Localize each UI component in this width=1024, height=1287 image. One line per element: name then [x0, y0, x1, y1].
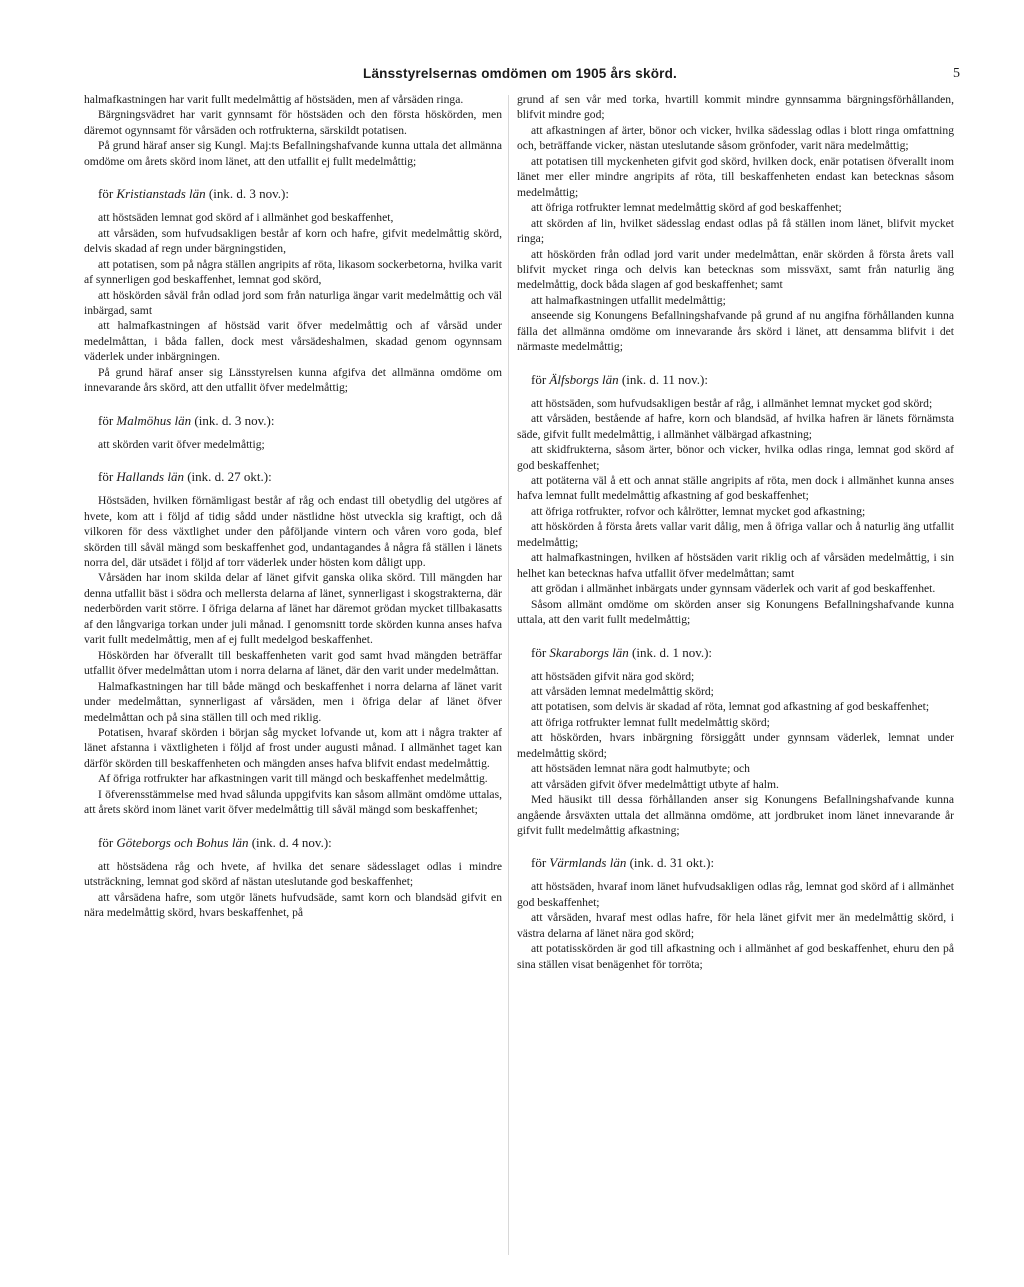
section-heading-kristianstad: för Kristianstads län (ink. d. 3 nov.):: [98, 186, 289, 202]
paragraph: att potatisen, som delvis är skadad af röta, lemnat god afkastning af god beskaffenhet;: [531, 700, 930, 714]
paragraph: Vårsäden har inom skilda delar af länet gifvit ganska olika skörd. Till mängden har denna utfallit bäst i södra och mellersta delarna af länet, synnerligast i skogstrakterna, där nederbörden varit större. I öfriga delarna af länet har däremot grödan mycket tillbakasatts af den långvariga torkan under juli månad. I genomsnitt torde skörden kunna anses hafva varit fullt medelmåttig, men af ej fullt medelgod beskaffenhet.: [84, 571, 502, 647]
paragraph: att höstsäden lemnat nära godt halmutbyte; och: [531, 762, 750, 776]
section-heading-malmohus: för Malmöhus län (ink. d. 3 nov.):: [98, 412, 275, 428]
paragraph: att skidfrukterna, såsom ärter, bönor och vicker, hvilka odlas ringa, lemnat god skörd af god beskaffenhet;: [517, 443, 954, 472]
left-column: [84, 92, 502, 920]
section-heading-varmlands: för Värmlands län (ink. d. 31 okt.):: [531, 855, 715, 871]
paragraph: I öfverensstämmelse med hvad sålunda uppgifvits kan såsom allmänt omdöme uttalas, att årets skörd inom länet varit öfver medelmåttig till såväl mängd som beskaffenhet;: [84, 787, 502, 817]
paragraph: att skörden af lin, hvilket sädesslag endast odlas på få ställen inom länet, blifvit mycket ringa;: [517, 216, 954, 246]
paragraph: Höstsäden, hvilken förnämligast består af råg och endast till obetydlig del utgöres af hvete, kom att i följd af tidig sådd under nästlidne höst utveckla sig kraftigt, och då vilkoren för dess växtlighet under den påföljande vintern och våren voro goda, blef skörden till såväl mängd som beskaffenhet god, undantagandes å några få ställen i länets norra del, där utsädet i följd af torr väderlek under hösten kom dåligt upp.: [84, 494, 502, 569]
section-heading-goteborgs: för Göteborgs och Bohus län (ink. d. 4 nov.):: [98, 834, 332, 850]
paragraph: att vårsäden, som hufvudsakligen består af korn och hafre, gifvit medelmåttig skörd, delvis skadad af regn under bärgningstiden,: [84, 226, 502, 256]
paragraph: att potatisen till myckenheten gifvit god skörd, hvilken dock, enär potatisen öfverallt inom länet mer eller mindre angripits af röta, till beskaffenheten endast kan betecknas såsom medelmåttig;: [517, 154, 954, 199]
paragraph: att höstsäden gifvit nära god skörd;: [531, 669, 695, 683]
paragraph: att vårsädena hafre, som utgör länets hufvudsäde, samt korn och blandsäd gifvit en nära medelmåttig skörd, hvars beskaffenhet, på: [84, 890, 502, 920]
paragraph: att öfriga rotfrukter lemnat medelmåttig skörd af god beskaffenhet;: [531, 201, 842, 215]
column-divider: [508, 95, 509, 1255]
paragraph: På grund häraf anser sig Länsstyrelsen kunna afgifva det allmänna omdöme om innevarande års skörd, att den utfallit öfver medelmåttig;: [84, 365, 502, 395]
paragraph: att höstsädena råg och hvete, af hvilka det senare sädesslaget odlas i mindre utsträckning, lemnat god skörd af nästan uteslutande god beskaffenhet;: [84, 859, 502, 889]
paragraph: att skörden varit öfver medelmåttig;: [98, 437, 265, 451]
paragraph: att halmafkastningen af höstsäd varit öfver medelmåttig och af vårsäd under medelmåttan, i båda fallen, dock mest vårsädeshalmen, skadad genom ogynnsam väderlek under inbärgningen.: [84, 319, 502, 364]
paragraph: att höskörden å första årets vallar varit dålig, men å öfriga vallar och å naturlig äng utfallit medelmåttig;: [517, 520, 954, 549]
section-heading-alfsborgs: för Älfsborgs län (ink. d. 11 nov.):: [531, 371, 708, 387]
paragraph: att potatisen, som på några ställen angripits af röta, likasom sockerbetorna, hvilka varit af synnerligen god beskaffenhet, lemnat god skörd,: [84, 257, 502, 287]
paragraph: att potäterna väl å ett och annat ställe angripits af röta, men dock i allmänhet kunna anses hafva lemnat fullt medelmåttig afkastning af god beskaffenhet;: [517, 473, 954, 503]
paragraph: att grödan i allmänhet inbärgats under gynnsam väderlek och varit af god beskaffenhet.: [531, 582, 936, 596]
right-column: [517, 92, 954, 972]
paragraph: att vårsäden, bestående af hafre, korn och blandsäd, af hvilka hafren är länets förnämsta säde, gifvit fullt medelmåttig, i allmänhet välbärgad afkastning;: [517, 412, 954, 441]
paragraph: Halmafkastningen har till både mängd och beskaffenhet i norra delarna af länet varit under medelmåttan, synnerligast af vårsäden, men i öfriga delar af länet öfver medelmåttan och på sina ställen till och med riklig.: [84, 679, 502, 724]
paragraph: att öfriga rotfrukter, rofvor och kålrötter, lemnat mycket god afkastning;: [531, 504, 866, 518]
paragraph: att vårsäden gifvit öfver medelmåttigt utbyte af halm.: [531, 777, 779, 791]
paragraph: att halmafkastningen utfallit medelmåttig;: [531, 293, 726, 307]
paragraph: att vårsäden, hvaraf mest odlas hafre, för hela länet gifvit mer än medelmåttig skörd, i västra delarna af länet nära god skörd;: [517, 911, 954, 940]
paragraph: Potatisen, hvaraf skörden i början såg mycket lofvande ut, kom att i några trakter af länet afstanna i växtligheten i följd af frost under augusti månad. I allmänhet taget kan därför skörden till beskaffenheten och mängden anses hafva blifvit endast medelmåttig.: [84, 725, 502, 770]
paragraph: På grund häraf anser sig Kungl. Maj:ts Befallningshafvande kunna uttala det allmänna omdöme om årets skörd inom länet, att den utfallit ej fullt medelmåttig;: [84, 139, 502, 168]
paragraph: anseende sig Konungens Befallningshafvande på grund af nu angifna förhållanden kunna fälla det allmänna omdöme om innevarande års skörd i länet, att densamma blifvit i det närmaste medelmåttig;: [517, 309, 954, 354]
paragraph: Af öfriga rotfrukter har afkastningen varit till mängd och beskaffenhet medelmåttig.: [98, 772, 488, 786]
paragraph: Bärgningsvädret har varit gynnsamt för höstsäden och den första höskörden, men däremot ogynnsamt för vårsäden och rotfrukterna, särskildt potatisen.: [84, 108, 502, 137]
paragraph: att potatisskörden är god till afkastning och i allmänhet af god beskaffenhet, ehuru den på sina ställen visat benägenhet för torröta;: [517, 942, 954, 971]
paragraph: att höstsäden, som hufvudsakligen består af råg, i allmänhet lemnat mycket god skörd;: [531, 396, 933, 410]
paragraph: halmafkastningen har varit fullt medelmåttig af höstsäden, men af vårsäden ringa.: [84, 93, 464, 106]
paragraph: att halmafkastningen, hvilken af höstsäden varit riklig och af vårsäden medelmåttig, i sin helhet kan betecknas hafva utfallit öfver medelmåttan; samt: [517, 551, 954, 580]
paragraph: att höskörden, hvars inbärgning försiggått under gynnsam väderlek, lemnat under medelmåttig skörd;: [517, 731, 954, 760]
paragraph: Såsom allmänt omdöme om skörden anser sig Konungens Befallningshafvande kunna uttala, att den varit fullt medelmåttig;: [517, 597, 954, 627]
page-header: [80, 66, 960, 88]
paragraph: grund af sen vår med torka, hvartill kommit mindre gynnsamma bärgningsförhållanden, blifvit mindre god;: [517, 93, 954, 122]
page-title: Länsstyrelsernas omdömen om 1905 års skörd.: [363, 66, 677, 81]
paragraph: att vårsäden lemnat medelmåttig skörd;: [531, 684, 714, 698]
paragraph: Med häusikt till dessa förhållanden anser sig Konungens Befallningshafvande kunna angående årsväxten uttala det allmänna omdöme, att jordbruket inom länet innevarande år gifvit fullt medelmåttig afkastning;: [517, 793, 954, 838]
paragraph: att höskörden såväl från odlad jord som från naturliga ängar varit medelmåttig och väl inbärgad, samt: [84, 288, 502, 317]
paragraph: Höskörden har öfverallt till beskaffenheten varit god samt hvad mängden beträffar utfallit öfver medelmåttan utom i norra delarna af länet, där den varit under medelmåttan.: [84, 648, 502, 678]
page-number: 5: [953, 66, 960, 81]
paragraph: att öfriga rotfrukter lemnat fullt medelmåttig skörd;: [531, 715, 770, 729]
section-heading-hallands: för Hallands län (ink. d. 27 okt.):: [98, 469, 272, 485]
paragraph: att afkastningen af ärter, bönor och vicker, hvilka sädesslag odlas i blott ringa omfattning och, beträffande vicker, nästan uteslutande såsom grönfoder, varit nära medelmåttig;: [517, 123, 954, 153]
paragraph: att höstsäden lemnat god skörd af i allmänhet god beskaffenhet,: [98, 211, 394, 225]
section-heading-skaraborgs: för Skaraborgs län (ink. d. 1 nov.):: [531, 644, 713, 660]
paragraph: att höskörden från odlad jord varit under medelmåttan, enär skörden å första årets vall blifvit mycket ringa och delvis kan betecknas som missväxt, samt från naturlig äng medelmåttig, dock båda slagen af god beskaffenhet; samt: [517, 247, 954, 292]
paragraph: att höstsäden, hvaraf inom länet hufvudsakligen odlas råg, lemnat god skörd af i allmänhet god beskaffenhet;: [517, 880, 954, 909]
